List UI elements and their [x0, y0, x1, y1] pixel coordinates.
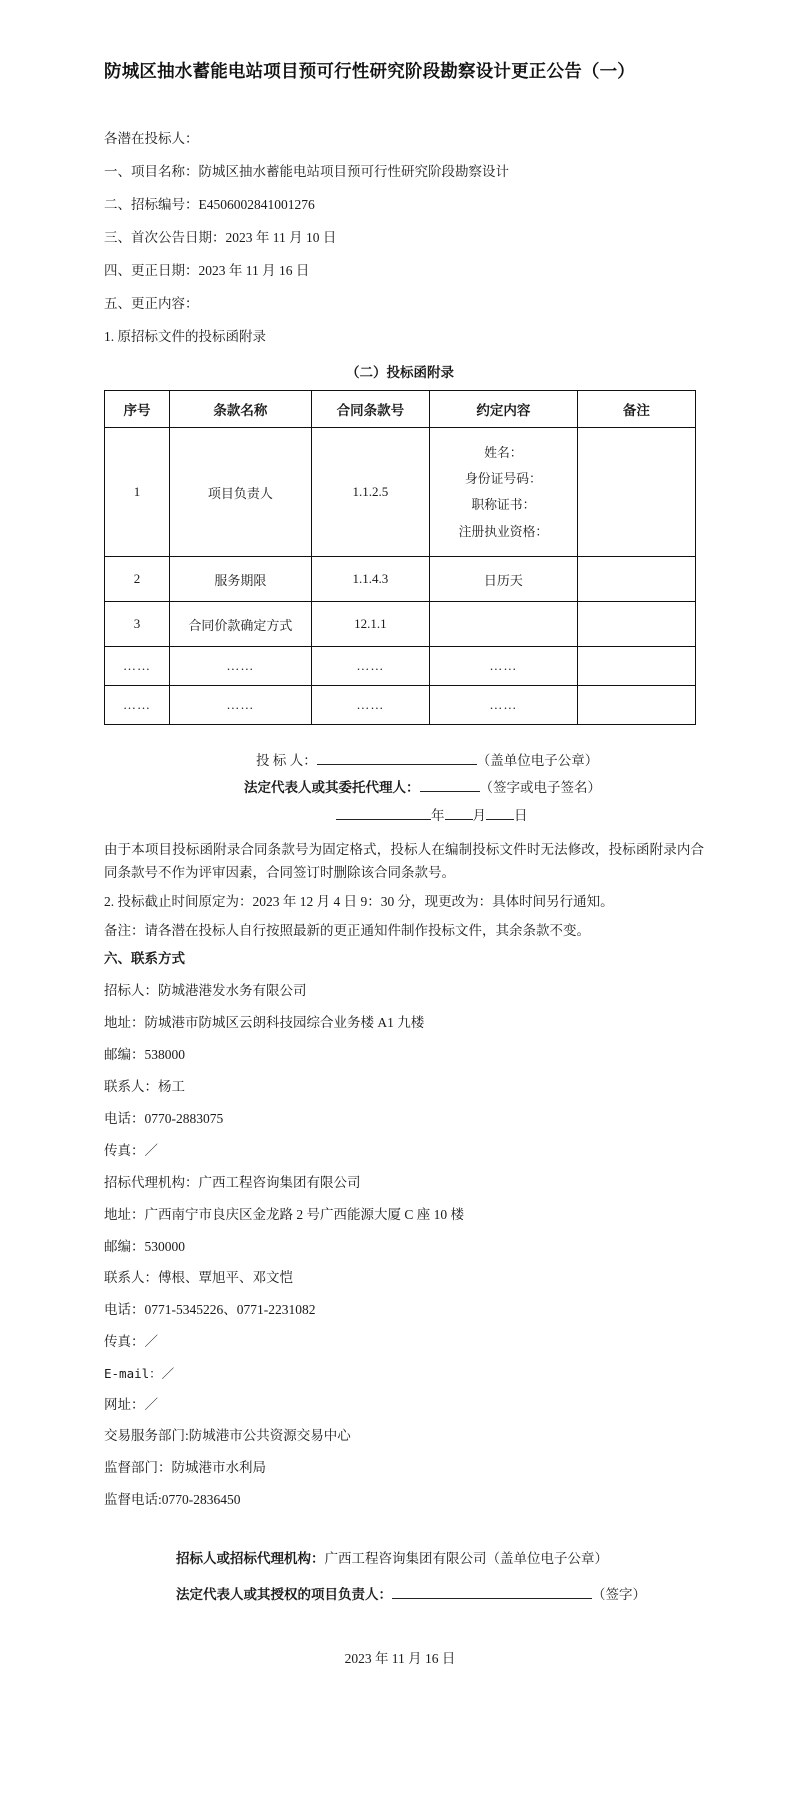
- signature-representative-blank: [420, 776, 480, 792]
- table-row: [105, 602, 696, 647]
- cell-remark: [577, 428, 695, 557]
- footer-signature-block: [96, 1541, 704, 1613]
- contact-agency-fax: 传真：／: [104, 1334, 158, 1350]
- cell-agreed-content: ……: [430, 686, 578, 725]
- cell-agreed-content: 日历天: [430, 557, 578, 602]
- cell-clause-number: ……: [311, 686, 429, 725]
- cell-clause-number: ……: [311, 647, 429, 686]
- contact-agency-phone: 电话：0771-5345226、0771-2231082: [104, 1302, 316, 1318]
- footer-date: 2023 年 11 月 16 日: [344, 1651, 456, 1667]
- signature-representative-line: [244, 774, 704, 802]
- annex-heading: （二）投标函附录: [346, 365, 454, 382]
- contact-trading-service-dept: 交易服务部门:防城港市公共资源交易中心: [104, 1428, 351, 1444]
- footer-agency-line: [176, 1541, 704, 1577]
- cell-seq: 3: [105, 602, 170, 647]
- signature-month-blank: [445, 804, 473, 820]
- cell-clause-name: 服务期限: [170, 557, 312, 602]
- content-line-id: 身份证号码：: [465, 472, 542, 487]
- contact-agency-address: 地址：广西南宁市良庆区金龙路 2 号广西能源大厦 C 座 10 楼: [104, 1206, 465, 1222]
- footer-representative-label: 法定代表人或其授权的项目负责人：: [176, 1587, 392, 1604]
- footer-representative-blank: [392, 1583, 592, 1599]
- item-amendment-date: 四、更正日期：2023 年 11 月 16 日: [104, 262, 310, 278]
- signature-bidder-suffix: （盖单位电子公章）: [476, 753, 599, 769]
- contact-supervision-dept: 监督部门：防城港市水利局: [104, 1460, 266, 1476]
- column-header-clause-number: 合同条款号: [311, 391, 429, 428]
- cell-seq: ……: [105, 647, 170, 686]
- contact-agency-person: 联系人：傅根、覃旭平、邓文恺: [104, 1270, 293, 1286]
- annex-table-wrap: [104, 390, 696, 725]
- cell-remark: [577, 647, 695, 686]
- contact-section-heading: 六、联系方式: [104, 951, 185, 968]
- footer-representative-line: [176, 1577, 704, 1613]
- signature-representative-suffix: （签字或电子签名）: [479, 780, 601, 796]
- contact-agency-email: E-mail：／: [104, 1366, 175, 1382]
- footer-agency-value: 广西工程咨询集团有限公司（盖单位电子公章）: [324, 1551, 608, 1567]
- item-tender-number: 二、招标编号：E4506002841001276: [104, 196, 315, 212]
- signature-bidder-label: 投 标 人：: [256, 753, 317, 769]
- cell-clause-name: ……: [170, 686, 312, 725]
- signature-month-label: 月: [472, 808, 486, 824]
- cell-clause-name: ……: [170, 647, 312, 686]
- annex-table: [104, 390, 696, 725]
- contact-tenderee: 招标人：防城港港发水务有限公司: [104, 983, 307, 999]
- table-row: [105, 647, 696, 686]
- page-title: 防城区抽水蓄能电站项目预可行性研究阶段勘察设计更正公告（一）: [104, 62, 635, 82]
- table-row: [105, 428, 696, 557]
- footer-agency-label: 招标人或招标代理机构：: [176, 1551, 325, 1568]
- note-paragraph: 备注：请各潜在投标人自行按照最新的更正通知件制作投标文件，其余条款不变。: [104, 923, 590, 939]
- signature-block: [96, 747, 704, 829]
- content-line-registered-qualification: 注册执业资格：: [458, 524, 549, 539]
- column-header-remark: 备注: [577, 391, 695, 428]
- column-header-agreed-content: 约定内容: [430, 391, 578, 428]
- signature-date-line: [336, 802, 704, 829]
- cell-seq: 2: [105, 557, 170, 602]
- table-header-row: [105, 391, 696, 428]
- cell-remark: [577, 557, 695, 602]
- signature-day-label: 日: [514, 808, 528, 824]
- item-project-name: 一、项目名称：防城区抽水蓄能电站项目预可行性研究阶段勘察设计: [104, 163, 509, 179]
- contact-tenderee-phone: 电话：0770-2883075: [104, 1110, 224, 1126]
- cell-agreed-content: [430, 602, 578, 647]
- table-row: [105, 557, 696, 602]
- signature-day-blank: [486, 804, 514, 820]
- signature-bidder-line: [256, 747, 704, 774]
- contact-agency-postcode: 邮编：530000: [104, 1238, 185, 1254]
- column-header-clause-name: 条款名称: [170, 391, 312, 428]
- signature-bidder-blank: [317, 749, 477, 765]
- cell-clause-number: 12.1.1: [311, 602, 429, 647]
- signature-year-label: 年: [431, 808, 445, 824]
- cell-clause-number: 1.1.2.5: [311, 428, 429, 557]
- contact-tenderee-postcode: 邮编：538000: [104, 1046, 185, 1062]
- contact-tenderee-address: 地址：防城港市防城区云朗科技园综合业务楼 A1 九楼: [104, 1015, 425, 1031]
- column-header-seq: 序号: [105, 391, 170, 428]
- cell-remark: [577, 602, 695, 647]
- contact-supervision-phone: 监督电话:0770-2836450: [104, 1492, 241, 1508]
- content-line-title-cert: 职称证书：: [471, 498, 536, 513]
- cell-seq: ……: [105, 686, 170, 725]
- footer-representative-suffix: （签字）: [592, 1587, 646, 1603]
- cell-remark: [577, 686, 695, 725]
- amendment-item-2: 2. 投标截止时间原定为：2023 年 12 月 4 日 9：30 分，现更改为：具体时间另行通知。: [104, 894, 614, 910]
- contact-agency: 招标代理机构：广西工程咨询集团有限公司: [104, 1174, 361, 1190]
- content-line-name: 姓名：: [484, 446, 523, 461]
- explanation-paragraph: 由于本项目投标函附录合同条款号为固定格式，投标人在编制投标文件时无法修改，投标函附录内合同条款号不作为评审因素，合同签订时删除该合同条款号。: [104, 842, 704, 881]
- cell-clause-name: 项目负责人: [170, 428, 312, 557]
- cell-clause-name: 合同价款确定方式: [170, 602, 312, 647]
- item-amendment-content: 五、更正内容：: [104, 295, 199, 311]
- contact-tenderee-person: 联系人：杨工: [104, 1078, 185, 1094]
- signature-representative-label: 法定代表人或其委托代理人：: [244, 780, 420, 797]
- cell-agreed-content: [430, 428, 578, 557]
- contact-agency-website: 网址：／: [104, 1396, 158, 1412]
- signature-year-blank: [336, 804, 431, 820]
- table-row: [105, 686, 696, 725]
- cell-agreed-content: ……: [430, 647, 578, 686]
- item-first-announcement-date: 三、首次公告日期：2023 年 11 月 10 日: [104, 229, 337, 245]
- cell-seq: 1: [105, 428, 170, 557]
- salutation: 各潜在投标人：: [104, 131, 199, 146]
- amendment-item-1: 1. 原招标文件的投标函附录: [104, 328, 266, 344]
- cell-clause-number: 1.1.4.3: [311, 557, 429, 602]
- contact-tenderee-fax: 传真：／: [104, 1142, 158, 1158]
